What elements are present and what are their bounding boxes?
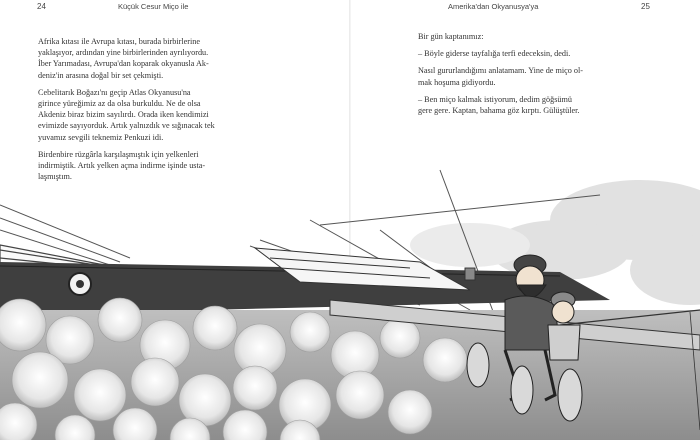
right-running-head: Amerika'dan Okyanusya'ya <box>448 2 539 11</box>
text-line: İber Yarımadası, Avrupa'dan koparak okyanusla Ak- <box>38 59 209 69</box>
paragraph <box>418 65 658 87</box>
text-line: evimizde sayıyorduk. Artık yalnızdık ve sığınacak tek <box>38 121 215 131</box>
text-line: laşmıştım. <box>38 172 72 182</box>
right-page-text <box>418 31 658 122</box>
text-line: gere gere. Kaptan, bahama göz kırptı. Gülüştüler. <box>418 106 580 116</box>
paragraph <box>38 36 298 81</box>
text-line: girince yüreğimiz az da olsa burkuldu. Ne de olsa <box>38 99 201 109</box>
sea-spray <box>0 298 700 440</box>
text-line: deniz'in arasına doğal bir set çekmişti. <box>38 70 164 80</box>
text-line: – Ben miço kalmak istiyorum, dedim göğsümü <box>418 94 572 104</box>
text-line: Nasıl gururlandığımı anlatamam. Yine de miço ol- <box>418 66 583 76</box>
text-line: Birdenbire rüzgârla karşılaşmıştık için yelkenleri <box>38 149 199 159</box>
left-running-head: Küçük Cesur Miço ile <box>118 2 189 11</box>
text-line: Akdeniz biraz bizim sayılırdı. Orada iken kendimizi <box>38 110 209 120</box>
text-line: Bir gün kaptanımız: <box>418 32 484 41</box>
text-line: Cebelitarık Boğazı'nı geçip Atlas Okyanusu'na <box>38 87 191 97</box>
left-page-number: 24 <box>37 2 46 11</box>
text-line: – Böyle giderse tayfalığa terfi edeceksin, dedi. <box>418 49 571 59</box>
text-line: indirmiştik. Artık yelken açma indirme işinde usta- <box>38 161 206 171</box>
text-line: yaklaşıyor, ardından yine birbirlerinden ayrılıyordu. <box>38 48 209 58</box>
right-page-number: 25 <box>641 2 650 11</box>
text-line: mak hoşuma gidiyordu. <box>418 77 496 87</box>
sailing-illustration <box>0 150 700 440</box>
text-line: Afrika kıtası ile Avrupa kıtası, burada birbirlerine <box>38 37 200 46</box>
text-line: yuvamız sevgili teknemiz Penkuzi idi. <box>38 132 164 142</box>
paragraph <box>418 31 658 42</box>
paragraph <box>418 94 658 116</box>
paragraph <box>38 87 298 143</box>
paragraph <box>418 48 658 59</box>
